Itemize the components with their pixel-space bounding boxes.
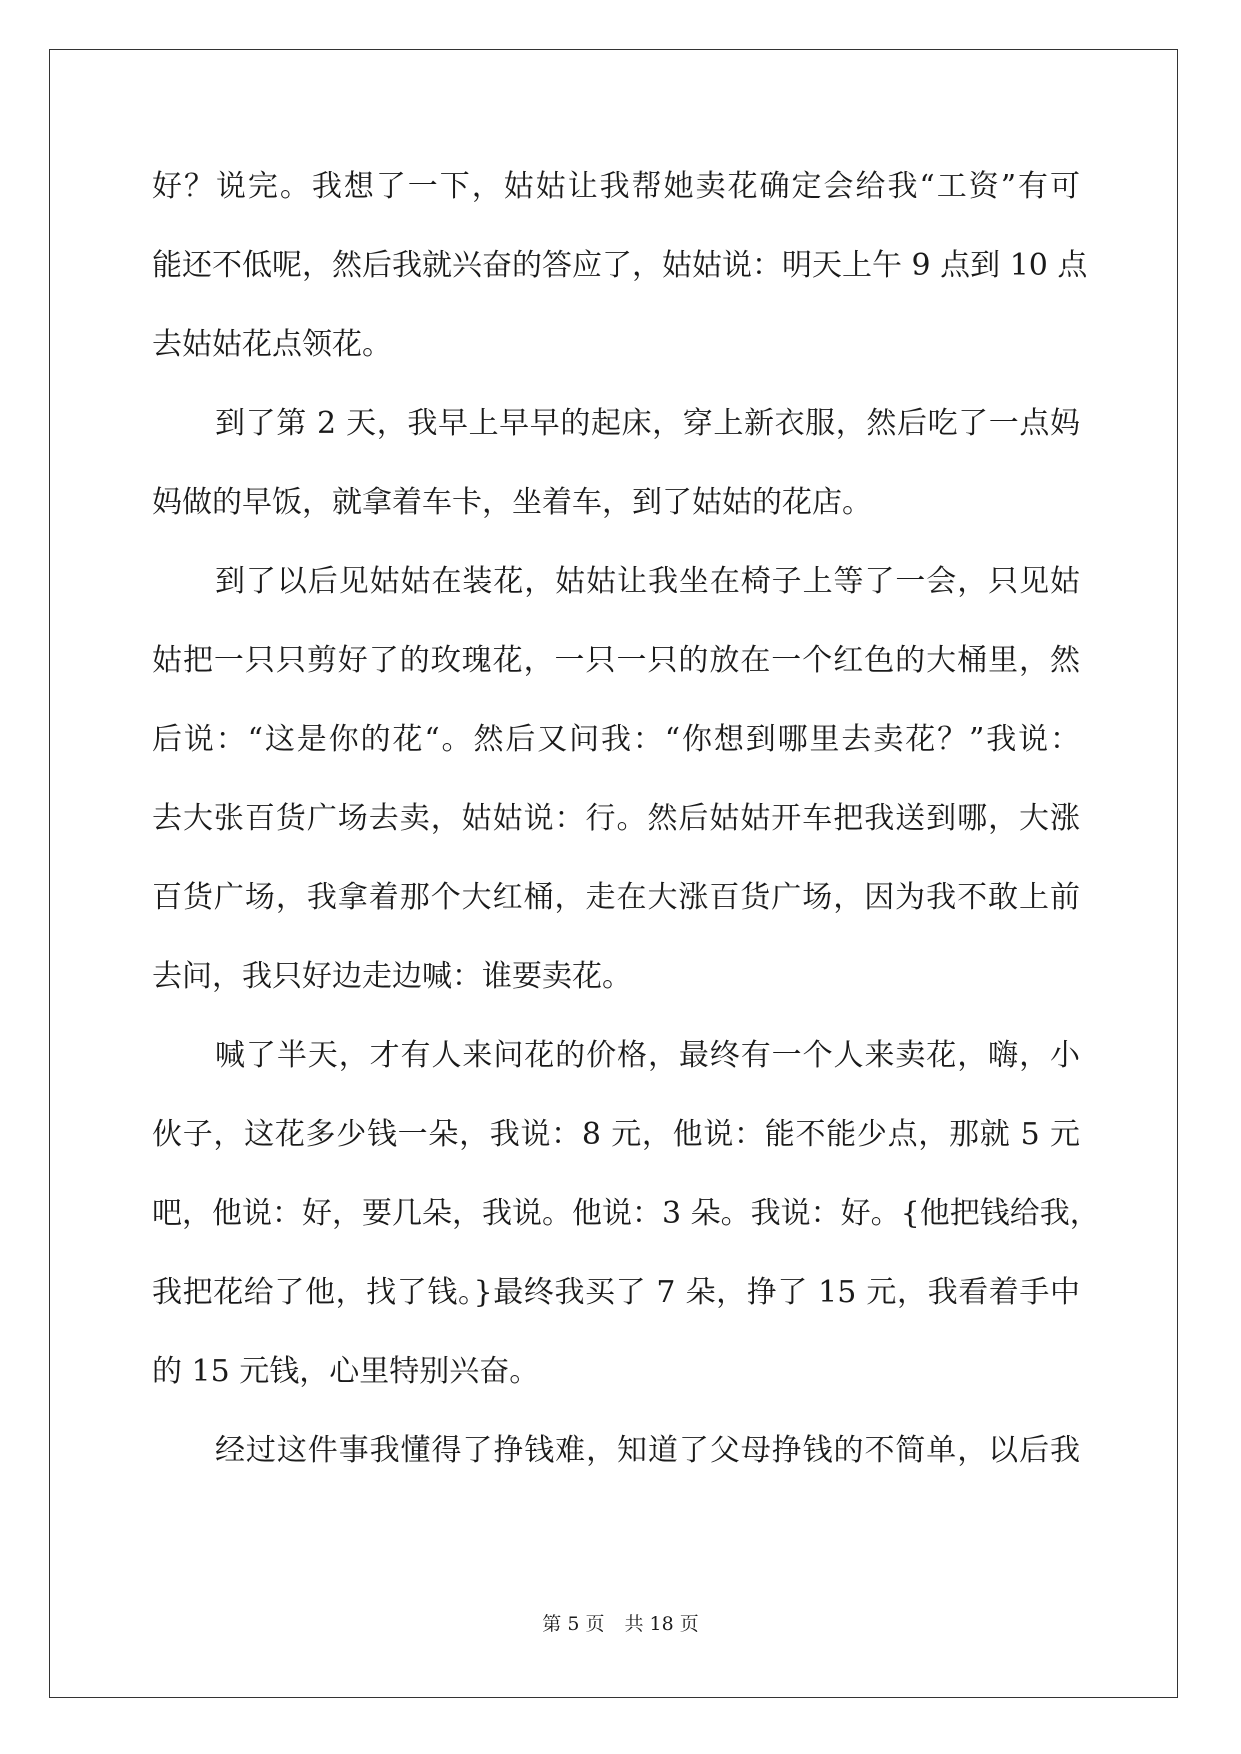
text-line: 好？说完。我想了一下，姑姑让我帮她卖花确定会给我“工资”有可 <box>152 169 1080 204</box>
text-line: 的 15 元钱，心里特别兴奋。 <box>152 1354 540 1389</box>
text-line: 吧，他说：好，要几朵，我说。他说：3 朵。我说：好。{他把钱给我， <box>152 1196 1100 1231</box>
text-line: 去问，我只好边走边喊：谁要卖花。 <box>152 959 632 994</box>
text-line: 经过这件事我懂得了挣钱难，知道了父母挣钱的不简单，以后我 <box>215 1433 1080 1468</box>
text-line: 到了以后见姑姑在装花，姑姑让我坐在椅子上等了一会，只见姑 <box>215 564 1080 599</box>
text-line: 喊了半天，才有人来问花的价格，最终有一个人来卖花，嗨，小 <box>215 1038 1080 1073</box>
text-line: 姑把一只只剪好了的玫瑰花，一只一只的放在一个红色的大桶里，然 <box>152 643 1080 678</box>
text-line: 能还不低呢，然后我就兴奋的答应了，姑姑说：明天上午 9 点到 10 点 <box>152 248 1088 283</box>
text-line: 伙子，这花多少钱一朵，我说：8 元，他说：能不能少点，那就 5 元 <box>152 1117 1080 1152</box>
page-number: 第 5 页 <box>542 1613 605 1635</box>
text-line: 去姑姑花点领花。 <box>152 327 392 362</box>
text-line: 到了第 2 天，我早上早早的起床，穿上新衣服，然后吃了一点妈 <box>215 406 1080 441</box>
text-line: 后说：“这是你的花“。然后又问我：“你想到哪里去卖花？”我说： <box>152 722 1080 757</box>
text-line: 妈做的早饭，就拿着车卡，坐着车，到了姑姑的花店。 <box>152 485 872 520</box>
page-footer <box>0 1612 1241 1636</box>
document-body <box>152 160 1100 1503</box>
text-line: 百货广场，我拿着那个大红桶，走在大涨百货广场，因为我不敢上前 <box>152 880 1080 915</box>
text-line: 我把花给了他，找了钱。}最终我买了 7 朵，挣了 15 元，我看着手中 <box>152 1275 1080 1310</box>
text-line: 去大张百货广场去卖，姑姑说：行。然后姑姑开车把我送到哪，大涨 <box>152 801 1080 836</box>
page-total: 共 18 页 <box>624 1613 699 1635</box>
